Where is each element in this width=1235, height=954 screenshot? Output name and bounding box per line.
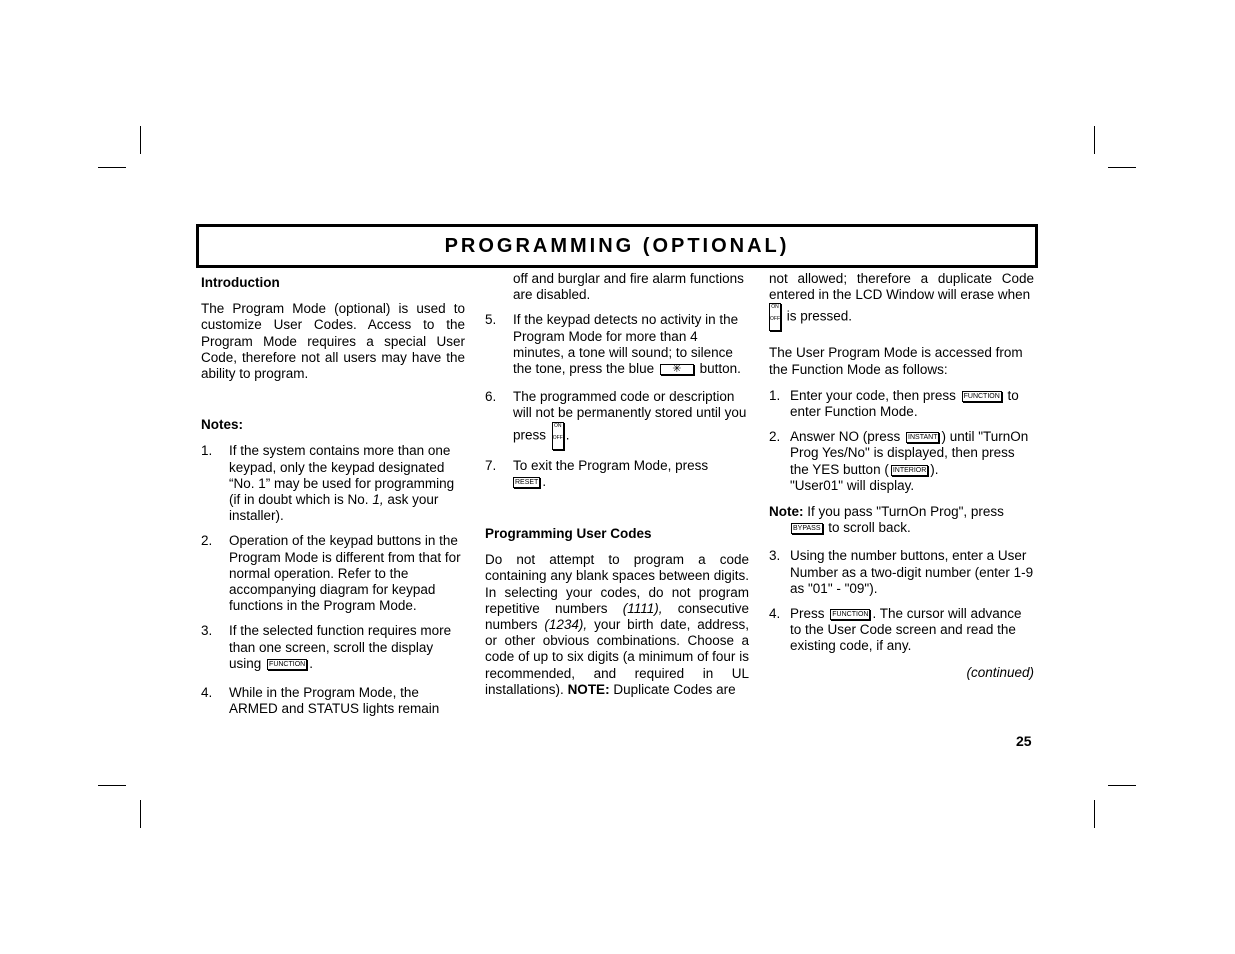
step-number: 1. [769, 387, 781, 403]
crop-mark [140, 126, 141, 154]
crop-mark [98, 785, 126, 786]
note-text: While in the Program Mode, the ARMED and STATUS lights remain [229, 685, 440, 717]
body-text: Duplicate Codes are [613, 681, 736, 697]
step-number: 4. [769, 606, 781, 622]
step-number: 2. [769, 429, 781, 445]
note-text: to scroll back. [828, 520, 911, 536]
body-text [769, 303, 1034, 331]
body-text-em: (1111), [622, 600, 663, 616]
step-item [769, 388, 1034, 420]
note-text-em: 1, [372, 492, 384, 508]
step-text: Answer NO (press [790, 429, 901, 445]
note-text: If the keypad detects no activity in the Program Mode for more than 4 minutes, a tone will sound; to silence the tone, press the blue [513, 312, 739, 377]
note-text: button. [699, 361, 741, 377]
note-text: ask your installer). [229, 492, 439, 524]
note-text: off and burglar and fire alarm functions are disabled. [513, 271, 744, 303]
note-text: If the selected function requires more than one screen, scroll the display using [229, 623, 452, 671]
body-text: The User Program Mode is accessed from the Function Mode as follows: [769, 345, 1023, 377]
step-text: Press [790, 606, 825, 622]
body-text: consecutive numbers [485, 600, 749, 633]
on-off-key-icon [769, 303, 781, 331]
star-key-icon: ✳ [660, 364, 694, 375]
key-label: ON [554, 422, 562, 429]
interior-key-icon: INTERIOR [892, 466, 927, 474]
programming-user-codes-text [485, 552, 749, 698]
page-number: 25 [1016, 733, 1032, 749]
note-item [485, 271, 749, 303]
body-text: Do not attempt to program a code containing any blank spaces between digits. In selecting your codes, do not program repetitive numbers [485, 552, 749, 616]
continued-label: (continued) [966, 664, 1034, 680]
step-text: "User01" will display. [790, 477, 915, 493]
key-label: OFF [770, 316, 780, 323]
step-text: Using the number buttons, enter a User Number as a two-digit number (enter 1-9 as "01" - "09"). [790, 548, 1034, 596]
note-item: 7. To exit the Program Mode, press RESET . [485, 457, 709, 489]
column-1 [201, 275, 465, 717]
note-number: 5. [485, 312, 497, 328]
crop-mark [140, 800, 141, 828]
body-text: your birth date, address, or other obvious combinations. Choose a code of up to six digits (a minimum of four is recommended, and required in UL installations). [485, 617, 749, 697]
note-item [201, 685, 465, 717]
note-text: Operation of the keypad buttons in the Program Mode is different from that for normal operation. Refer to the accompanying diagram for keypad functions in the Program Mode. [229, 533, 461, 614]
instant-key-icon: INSTANT [908, 434, 938, 442]
step-number: 3. [769, 548, 781, 564]
key-label: ON [771, 304, 779, 311]
step-item [769, 429, 1034, 494]
note-item: 6. The programmed code or description will not be permanently stored until you press ON OFF . [485, 389, 749, 449]
crop-mark [1108, 785, 1136, 786]
intro-text: The Program Mode (optional) is used to customize User Codes. Access to the Program Mode requires a special User Code, therefore not all users may have the ability to program. [201, 301, 465, 382]
function-key-icon: FUNCTION [269, 660, 306, 668]
note-item [201, 533, 465, 614]
note [769, 504, 1034, 536]
note-text: If the system contains more than one keypad, only the keypad designated “No. 1” may be used for programming (if in doubt which is No. [229, 443, 455, 508]
crop-mark [1108, 167, 1136, 168]
intro-heading: Introduction [201, 275, 280, 290]
key-label: OFF [552, 434, 563, 441]
step-text: . The cursor will advance to the User Code screen and read the existing code, if any. [790, 606, 1022, 654]
step-item [769, 606, 1034, 655]
column-2 [485, 271, 749, 698]
programming-user-codes-heading: Programming User Codes [485, 526, 652, 542]
bypass-key-icon: BYPASS [793, 525, 821, 533]
note-number: 4. [201, 685, 213, 701]
note-number: 1. [201, 443, 213, 459]
step-text: ). [930, 461, 939, 477]
step-text: Enter your code, then press [790, 387, 956, 403]
body-text-bold: NOTE: [567, 681, 610, 697]
notes-heading: Notes: [201, 417, 244, 433]
step-text: to enter Function Mode. [790, 387, 1019, 420]
page-title: PROGRAMMING (OPTIONAL) [444, 235, 790, 257]
column-3 [769, 271, 1034, 681]
body-text: not allowed; therefore a duplicate Code entered in the LCD Window will erase when [769, 271, 1034, 303]
crop-mark [98, 167, 126, 168]
note-number: 3. [201, 623, 213, 639]
title-box [196, 224, 1038, 268]
note-number: 2. [201, 533, 213, 549]
note-text: To exit the Program Mode, press [513, 457, 709, 473]
note-item: 3. If the selected function requires more than one screen, scroll the display using FUNCTION . [201, 623, 452, 671]
on-off-key-icon [552, 422, 564, 450]
note-text: If you pass "TurnOn Prog", press [807, 504, 1004, 520]
body-text-em: (1234), [544, 617, 588, 633]
crop-mark [1094, 800, 1095, 828]
reset-key-icon: RESET [515, 478, 539, 486]
note-number: 7. [485, 457, 497, 473]
step-item [769, 548, 1034, 597]
crop-mark [1094, 126, 1095, 154]
function-key-icon: FUNCTION [963, 392, 1000, 400]
function-key-icon: FUNCTION [832, 610, 869, 618]
note-number: 6. [485, 389, 497, 405]
note-text: The programmed code or description will not be permanently stored until you press [513, 389, 747, 443]
step-text: ) until "TurnOn Prog Yes/No" is displayed, then press the YES button ( [790, 429, 1029, 477]
note-label: Note: [769, 504, 804, 520]
note-item [201, 443, 465, 524]
body-text: is pressed. [786, 308, 853, 324]
note-item [485, 312, 749, 377]
